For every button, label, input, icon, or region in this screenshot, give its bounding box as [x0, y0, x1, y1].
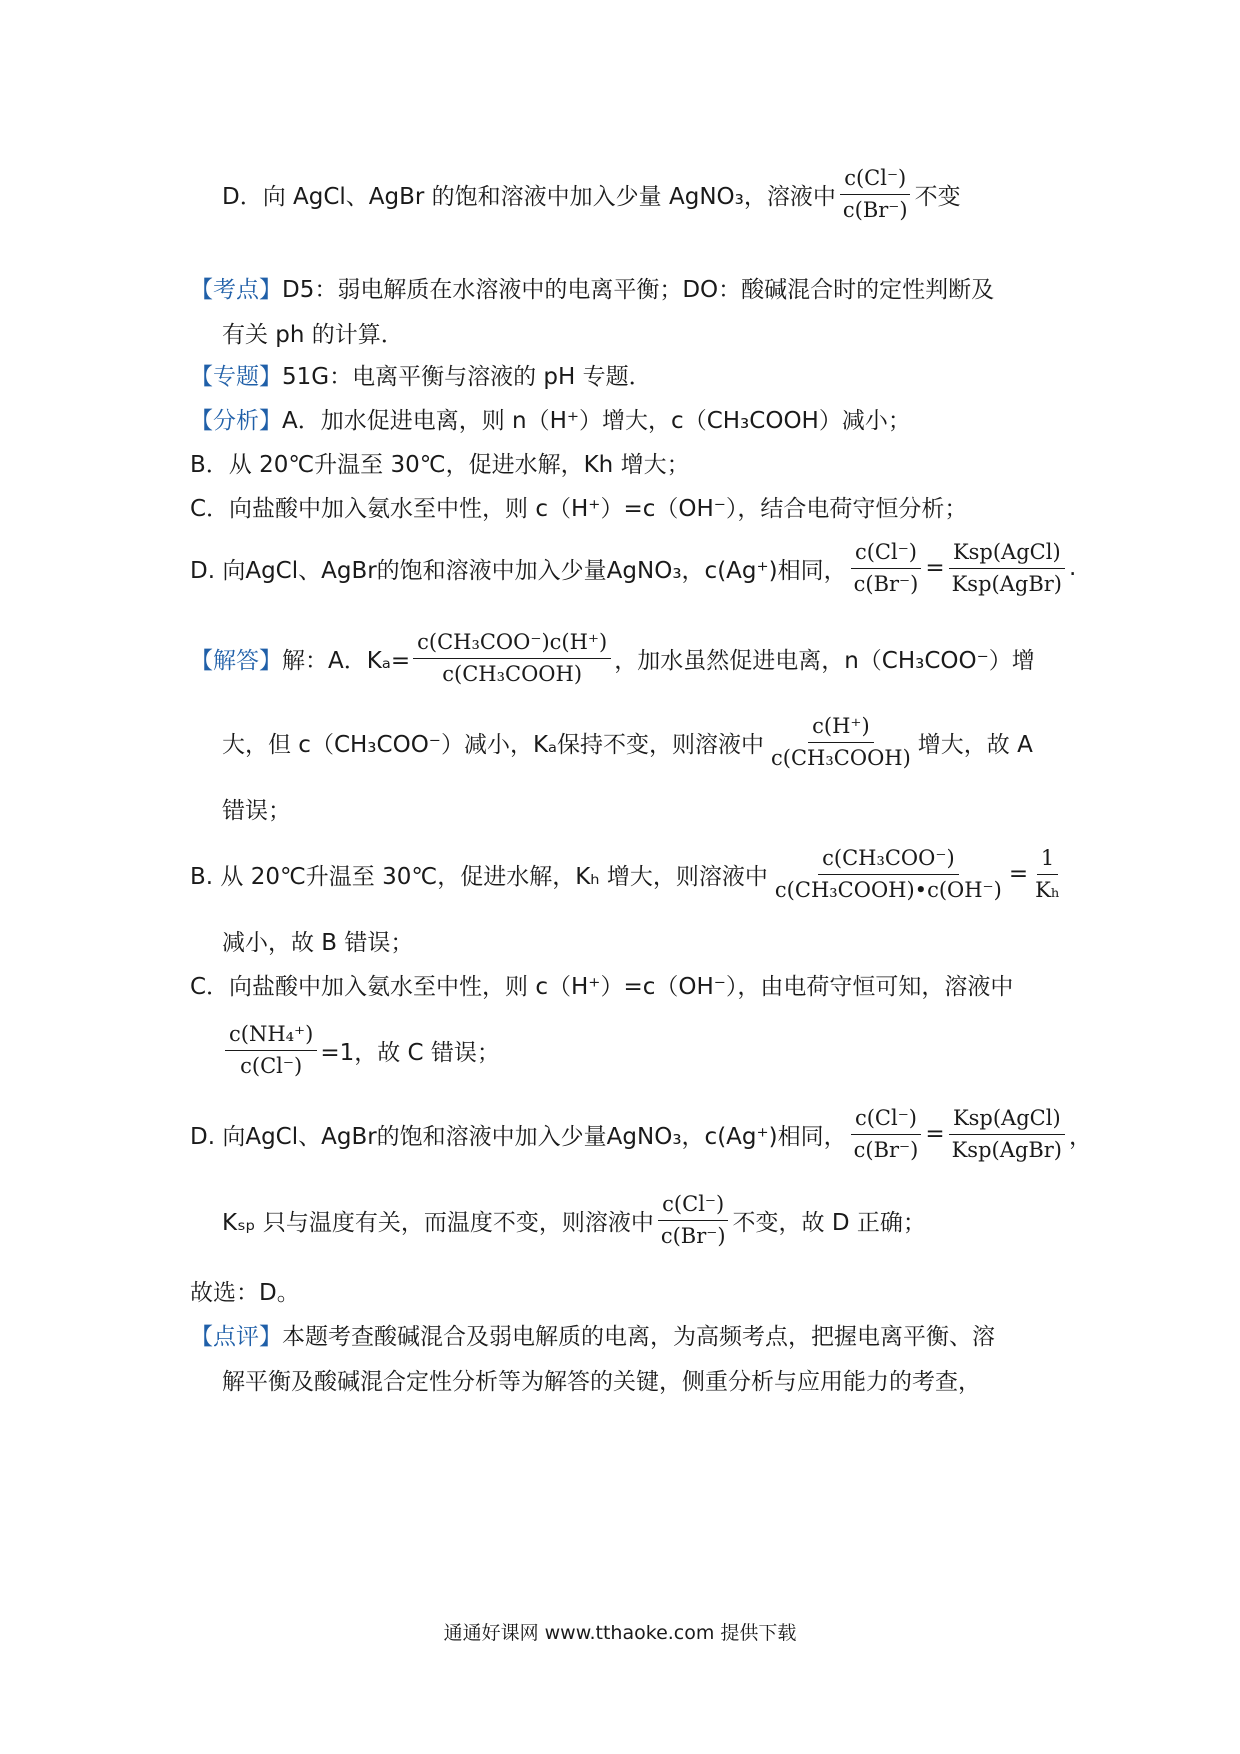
denominator: c(CH₃COOH) — [442, 661, 583, 686]
text: 不变 — [914, 183, 961, 210]
jieda-a-line-2 — [222, 714, 1102, 770]
fraction-one-kh — [1031, 845, 1064, 903]
fraction-ac-hac-oh — [771, 845, 1006, 903]
text: Kₛₚ 只与温度有关，而温度不变，则溶液中 — [222, 1209, 654, 1236]
text: B．从 20℃升温至 30℃，促进水解，Kh 增大； — [190, 451, 690, 478]
text: ，加水虽然促进电离，n（CH₃COO⁻）增 — [614, 647, 1035, 674]
denominator: c(Br⁻) — [660, 1223, 726, 1248]
text: D5：弱电解质在水溶液中的电离平衡；DO：酸碱混合时的定性判断及 — [282, 276, 995, 303]
denominator: c(Br⁻) — [842, 197, 908, 222]
text: 错误； — [222, 797, 291, 824]
fraction-h-hac — [767, 713, 915, 771]
text: = — [1008, 861, 1029, 887]
jieda-c-line-1 — [190, 962, 1070, 1006]
jieda-d-line-1: D. 向AgCl、AgBr的饱和溶液中加入少量AgNO₃，c(Ag⁺)相同， $\frac{c(Cl^-)}{c(Br^-)}$ = $\frac{\text{Ksp(AgCl)}}{\text{Ksp(AgBr)}}$ ， — [190, 1106, 1092, 1162]
page-footer: 通通好课网 www.tthaoke.com 提供下载 — [443, 1622, 797, 1644]
jieda-a-line-1 — [190, 630, 1070, 686]
dianping-line-2 — [222, 1357, 1102, 1401]
text: D．向 AgCl、AgBr 的饱和溶液中加入少量 AgNO₃，溶液中 — [222, 183, 836, 210]
numerator: c(Cl⁻) — [851, 539, 921, 568]
dianping-line-1 — [190, 1312, 1070, 1356]
fraction-ksp — [948, 1105, 1066, 1163]
text: 增大，故 A — [917, 731, 1033, 758]
denominator: c(Cl⁻) — [240, 1053, 303, 1078]
denominator: Ksp(AgBr) — [951, 571, 1062, 596]
text: 不变，故 D 正确； — [732, 1209, 926, 1236]
numerator: c(NH₄⁺) — [225, 1021, 317, 1050]
numerator: c(CH₃COO⁻) — [818, 845, 959, 874]
numerator: 1 — [1037, 845, 1058, 874]
text: 解：A．Kₐ= — [282, 647, 411, 674]
text: C．向盐酸中加入氨水至中性，则 c（H⁺）=c（OH⁻），结合电荷守恒分析； — [190, 495, 968, 522]
fenxi-d-line: D. 向AgCl、AgBr的饱和溶液中加入少量AgNO₃，c(Ag⁺)相同， $\frac{c(Cl^-)}{c(Br^-)}$ = $\frac{\text{Ksp(AgCl)}}{\text{Ksp(AgBr)}}$ . — [190, 540, 1077, 596]
zhuanti-line — [190, 352, 1070, 396]
numerator: Ksp(AgCl) — [949, 539, 1065, 568]
fenxi-tag: 【分析】 — [190, 407, 282, 434]
jieda-b-line-2 — [222, 918, 1102, 962]
text: 51G：电离平衡与溶液的 pH 专题． — [282, 363, 652, 390]
guxuan-line — [190, 1268, 1070, 1312]
text: ， — [1068, 1123, 1092, 1150]
fenxi-b-line — [190, 440, 1070, 484]
jieda-d-line-2 — [222, 1192, 1102, 1248]
dianping-tag: 【点评】 — [190, 1323, 282, 1350]
jieda-a-line-3 — [222, 786, 1102, 830]
fraction-cl-br — [850, 539, 923, 597]
jieda-b-line-1 — [190, 846, 1070, 902]
jieda-tag: 【解答】 — [190, 647, 282, 674]
numerator: c(Cl⁻) — [840, 165, 910, 194]
denominator: Kₕ — [1035, 877, 1060, 902]
fraction-nh4-cl — [225, 1021, 317, 1079]
kaodian-line-1 — [190, 265, 1070, 309]
kaodian-tag: 【考点】 — [190, 276, 282, 303]
denominator: c(CH₃COOH) — [771, 745, 911, 770]
fraction-ksp — [948, 539, 1066, 597]
text: A．加水促进电离，则 n（H⁺）增大，c（CH₃COOH）减小； — [282, 407, 911, 434]
text: 故选：D。 — [190, 1279, 300, 1306]
text: D. 向AgCl、AgBr的饱和溶液中加入少量AgNO₃，c(Ag⁺)相同， — [190, 557, 847, 584]
denominator: c(CH₃COOH)•c(OH⁻) — [774, 877, 1002, 902]
text: 减小，故 B 错误； — [222, 929, 414, 956]
fraction-cl-br — [839, 165, 912, 223]
zhuanti-tag: 【专题】 — [190, 363, 282, 390]
kaodian-line-2 — [222, 310, 1102, 354]
text: 解平衡及酸碱混合定性分析等为解答的关键，侧重分析与应用能力的考查， — [222, 1368, 981, 1395]
numerator: Ksp(AgCl) — [949, 1105, 1065, 1134]
fraction-cl-br — [657, 1191, 730, 1249]
numerator: c(CH₃COO⁻)c(H⁺) — [413, 629, 611, 658]
denominator: c(Br⁻) — [853, 571, 919, 596]
text: 本题考查酸碱混合及弱电解质的电离，为高频考点，把握电离平衡、溶 — [282, 1323, 995, 1350]
text: D. 向AgCl、AgBr的饱和溶液中加入少量AgNO₃，c(Ag⁺)相同， — [190, 1123, 847, 1150]
option-d-line — [222, 166, 1102, 222]
text: 大，但 c（CH₃COO⁻）减小，Kₐ保持不变，则溶液中 — [222, 731, 765, 758]
fenxi-c-line — [190, 484, 1070, 528]
text: C．向盐酸中加入氨水至中性，则 c（H⁺）=c（OH⁻），由电荷守恒可知，溶液中 — [190, 973, 1014, 1000]
text: . — [1068, 555, 1077, 581]
denominator: Ksp(AgBr) — [951, 1137, 1062, 1162]
fenxi-a-line — [190, 396, 1070, 440]
fraction-ka — [413, 629, 611, 687]
fraction-cl-br — [850, 1105, 923, 1163]
numerator: c(Cl⁻) — [851, 1105, 921, 1134]
text: =1，故 C 错误； — [320, 1039, 500, 1066]
numerator: c(Cl⁻) — [658, 1191, 728, 1220]
text: B. 从 20℃升温至 30℃，促进水解，Kₕ 增大，则溶液中 — [190, 863, 768, 890]
denominator: c(Br⁻) — [853, 1137, 919, 1162]
numerator: c(H⁺) — [808, 713, 874, 742]
text: 有关 ph 的计算． — [222, 321, 404, 348]
jieda-c-line-2 — [222, 1022, 1102, 1078]
